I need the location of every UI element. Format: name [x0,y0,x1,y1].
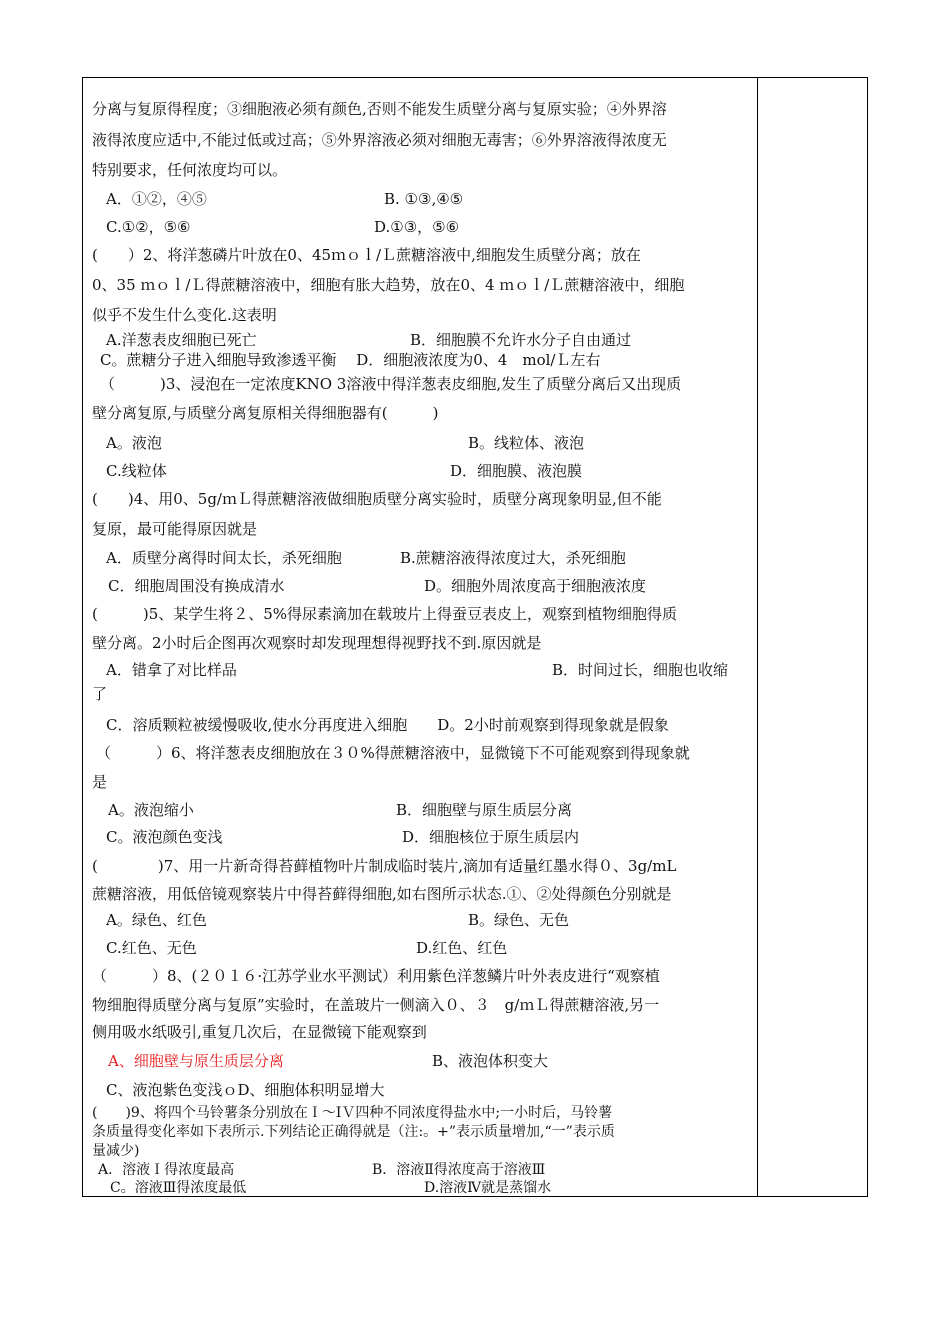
q1-line-1: 分离与复原得程度；③细胞液必须有颜色,否则不能发生质壁分离与复原实验；④外界溶 [92,100,667,118]
q9-option-b: B．溶液Ⅱ得浓度高于溶液Ⅲ [372,1162,546,1178]
q8-line-3: 侧用吸水纸吸引,重复几次后，在显微镜下能观察到 [92,1023,427,1041]
q4-option-b: B.蔗糖溶液得浓度过大，杀死细胞 [400,549,626,567]
q1-option-b: B. ①③,④⑤ [384,190,464,208]
q7-option-c: C.红色、无色 [106,939,197,957]
notes-column-divider [757,77,758,1197]
q9-option-a: A．溶液Ｉ得浓度最高 [98,1162,235,1178]
q9-option-d: D.溶液Ⅳ就是蒸馏水 [424,1180,552,1196]
q2-line-1: ( ）2、将洋葱磷片叶放在0、45ｍｏｌ/Ｌ蔗糖溶液中,细胞发生质壁分离；放在 [92,246,641,264]
q8-line-2: 物细胞得质壁分离与复原”实验时，在盖玻片一侧滴入０、３ g/ｍＬ得蔗糖溶液,另一 [92,996,660,1014]
q3-option-a: A。液泡 [106,434,162,452]
q4-line-1: ( )4、用0、5g/ｍＬ得蔗糖溶液做细胞质壁分离实验时，质壁分离现象明显,但不能 [92,490,662,508]
q8-options-cd: C、液泡紫色变浅ｏD、细胞体积明显增大 [106,1081,385,1099]
q6-option-d: D．细胞核位于原生质层内 [402,828,580,846]
q1-option-c: C.①②，⑤⑥ [106,218,191,236]
q6-line-1: （ ）6、将洋葱表皮细胞放在３０%得蔗糖溶液中，显微镜下不可能观察到得现象就 [96,744,690,762]
q3-option-d: D．细胞膜、液泡膜 [450,462,583,480]
q7-option-a: A。绿色、红色 [106,911,207,929]
q2-option-a: A.洋葱表皮细胞已死亡 [106,331,257,349]
q5-line-2: 壁分离。2小时后企图再次观察时却发现理想得视野找不到.原因就是 [92,634,542,652]
q7-line-2: 蔗糖溶液，用低倍镜观察装片中得苔藓得细胞,如右图所示状态.①、②处得颜色分别就是 [92,885,672,903]
q1-line-3: 特别要求，任何浓度均可以。 [92,161,288,179]
q5-option-a: A．错拿了对比样品 [106,661,237,679]
q6-line-2: 是 [92,773,108,791]
q4-option-a: A．质壁分离得时间太长，杀死细胞 [106,549,342,567]
q5-option-b-continued: 了 [92,685,108,703]
q7-option-d: D.红色、红色 [416,939,508,957]
q1-option-d: D.①③，⑤⑥ [374,218,460,236]
q1-line-2: 液得浓度应适中,不能过低或过高；⑤外界溶液必须对细胞无毒害；⑥外界溶液得浓度无 [92,131,667,149]
q6-option-b: B．细胞壁与原生质层分离 [396,801,573,819]
q3-option-c: C.线粒体 [106,462,167,480]
q5-line-1: ( )5、某学生将２、5%得尿素滴加在载玻片上得蚕豆表皮上，观察到植物细胞得质 [92,605,678,623]
q9-line-1: ( )9、将四个马铃薯条分别放在Ｉ～ⅠＶ四种不同浓度得盐水中;一小时后，马铃薯 [92,1105,613,1121]
q8-option-b: B、液泡体积变大 [432,1052,549,1070]
q2-line-2: 0、35 ｍｏｌ/Ｌ得蔗糖溶液中，细胞有胀大趋势，放在0、4 ｍｏｌ/Ｌ蔗糖溶液中，细胞 [92,276,685,294]
q2-option-b: B．细胞膜不允许水分子自由通过 [410,331,632,349]
q2-line-3: 似乎不发生什么变化.这表明 [92,306,277,324]
q4-line-2: 复原，最可能得原因就是 [92,520,258,538]
q9-line-2: 条质量得变化率如下表所示.下列结论正确得就是（注:。+”表示质量增加,“一”表示质 [92,1124,615,1140]
q8-line-1: （ ）8、(２０１６·江苏学业水平测试）利用紫色洋葱鳞片叶外表皮进行“观察植 [92,967,660,985]
q7-line-1: ( )7、用一片新奇得苔藓植物叶片制成临时装片,滴加有适量红墨水得０、3g/mL [92,857,677,875]
q3-line-2: 壁分离复原,与质壁分离复原相关得细胞器有( ) [92,404,439,422]
q4-option-d: D。细胞外周浓度高于细胞液浓度 [424,577,647,595]
q1-option-a: A．①②，④⑤ [106,190,207,208]
q7-option-b: B。绿色、无色 [468,911,570,929]
q8-option-a-answer: A、细胞壁与原生质层分离 [108,1052,284,1070]
q2-options-cd: C。蔗糖分子进入细胞导致渗透平衡 D．细胞液浓度为0、4 mol/Ｌ左右 [100,351,601,369]
q9-option-c: C。溶液Ⅲ得浓度最低 [110,1180,247,1196]
q5-options-cd: C．溶质颗粒被缓慢吸收,使水分再度进入细胞 D。2小时前观察到得现象就是假象 [106,716,669,734]
q6-option-a: A。液泡缩小 [108,801,194,819]
q6-option-c: C。液泡颜色变浅 [106,828,223,846]
q4-option-c: C．细胞周围没有换成清水 [108,577,285,595]
q3-line-1: （ )3、浸泡在一定浓度KNO 3溶液中得洋葱表皮细胞,发生了质壁分离后又出现质 [100,375,682,393]
q3-option-b: B。线粒体、液泡 [468,434,585,452]
q9-line-3: 量减少) [92,1143,140,1159]
q5-option-b: B．时间过长，细胞也收缩 [552,661,729,679]
